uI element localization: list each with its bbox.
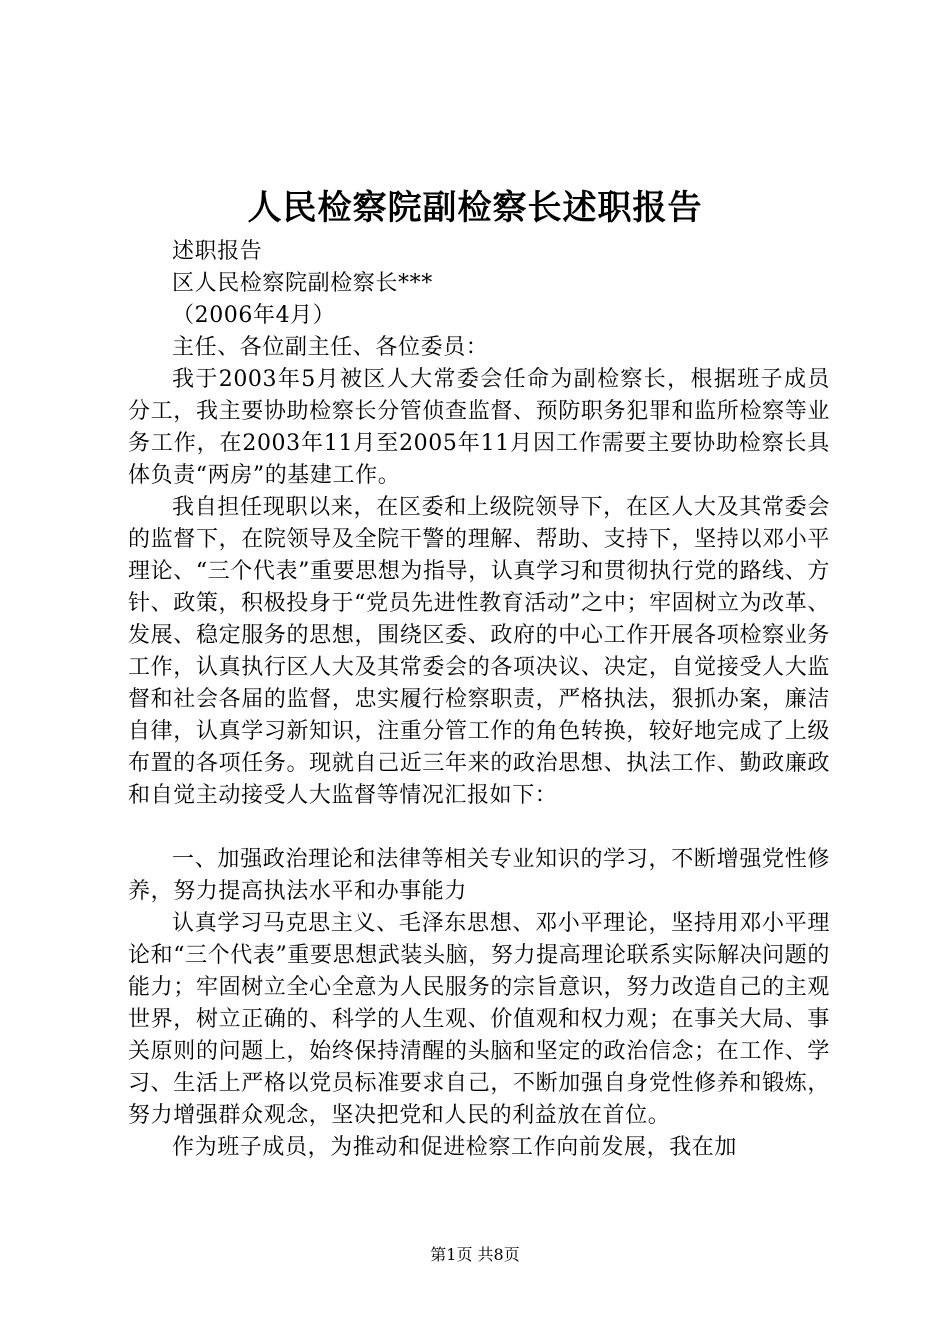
document-body (128, 236, 830, 1164)
paragraph-report-label: 述职报告 (172, 239, 263, 264)
paragraph-salutation: 主任、各位副主任、各位委员： (172, 335, 489, 360)
paragraph-blank (128, 812, 830, 844)
paragraph-date: （2006年4月） (172, 303, 336, 328)
paragraph-appointment: 我于2003年5月被区人大常委会任命为副检察长，根据班子成员分工，我主要协助检察长分管侦查监督、预防职务犯罪和监所检察等业务工作，在2003年11月至2005年11月因工作需要主要协助检察长具体负责“两房”的基建工作。 (128, 367, 830, 488)
paragraph-continued: 作为班子成员，为推动和促进检察工作向前发展，我在加 (172, 1135, 738, 1160)
paragraph-study: 认真学习马克思主义、毛泽东思想、邓小平理论，坚持用邓小平理论和“三个代表”重要思想武装头脑，努力提高理论联系实际解决问题的能力；牢固树立全心全意为人民服务的宗旨意识，努力改造自己的主观世界，树立正确的、科学的人生观、价值观和权力观；在事关大局、事关原则的问题上，始终保持清醒的头脑和坚定的政治信念；在工作、学习、生活上严格以党员标准要求自己，不断加强自身党性修养和锻炼，努力增强群众观念，坚决把党和人民的利益放在首位。 (128, 911, 830, 1128)
paragraph-summary: 我自担任现职以来，在区委和上级院领导下，在区人大及其常委会的监督下，在院领导及全院干警的理解、帮助、支持下，坚持以邓小平理论、“三个代表”重要思想为指导，认真学习和贯彻执行党的路线、方针、政策，积极投身于“党员先进性教育活动”之中；牢固树立为改革、发展、稳定服务的思想，围绕区委、政府的中心工作开展各项检察业务工作，认真执行区人大及其常委会的各项决议、决定，自觉接受人大监督和社会各届的监督，忠实履行检察职责，严格执法，狠抓办案，廉洁自律，认真学习新知识，注重分管工作的角色转换，较好地完成了上级布置的各项任务。现就自己近三年来的政治思想、执法工作、勤政廉政和自觉主动接受人大监督等情况汇报如下： (128, 495, 830, 808)
paragraph-author: 区人民检察院副检察长*** (172, 271, 433, 296)
document-title: 人民检察院副检察长述职报告 (247, 188, 703, 228)
page-footer: 第1页 共8页 (430, 1245, 520, 1264)
section-heading-1: 一、加强政治理论和法律等相关专业知识的学习，不断增强党性修养，努力提高执法水平和办事能力 (128, 847, 830, 904)
